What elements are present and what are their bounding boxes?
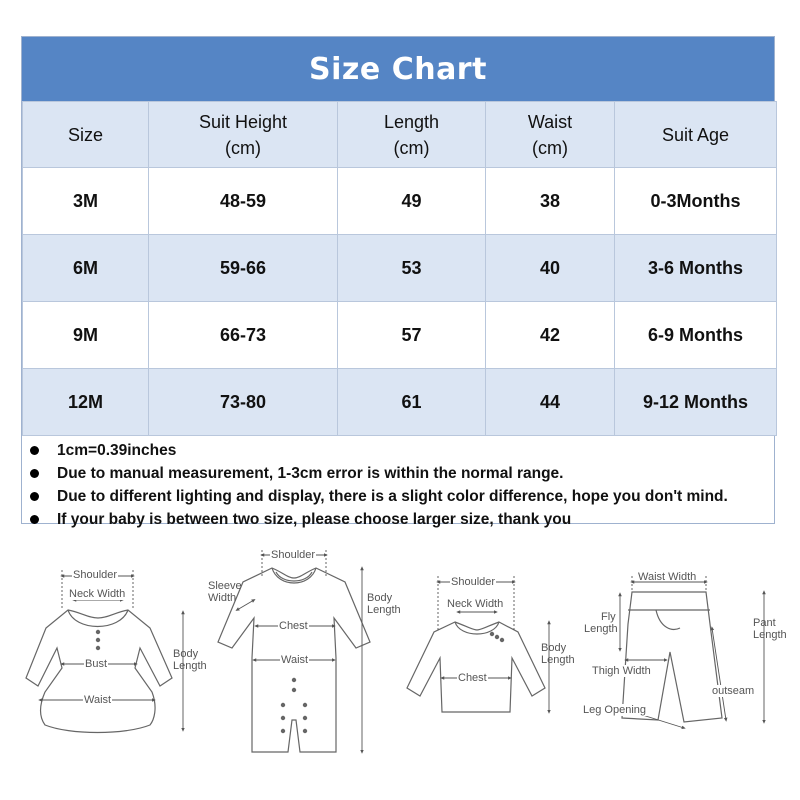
shirt-body-label: Body	[541, 642, 567, 654]
romper-shoulder-label: Shoulder	[271, 549, 316, 561]
dress-bust-label: Bust	[85, 658, 108, 670]
cell-size: 12M	[23, 369, 149, 436]
shirt-neck-label: Neck Width	[447, 598, 504, 610]
cell-size: 3M	[23, 168, 149, 235]
cell-length: 49	[338, 168, 486, 235]
cell-waist: 40	[486, 235, 615, 302]
col-header-waist: Waist (cm)	[486, 102, 615, 168]
cell-suit-height: 66-73	[149, 302, 338, 369]
chart-title: Size Chart	[22, 37, 774, 101]
size-chart	[21, 36, 775, 528]
cell-size: 6M	[23, 235, 149, 302]
cell-waist: 42	[486, 302, 615, 369]
shirt-chest-label: Chest	[458, 672, 487, 684]
dress-outline	[26, 610, 172, 733]
measurement-diagrams	[0, 540, 800, 790]
romper-sleeve-label: Sleeve	[208, 580, 242, 592]
pants-outline	[622, 592, 722, 722]
cell-suit-age: 0-3Months	[615, 168, 777, 235]
dress-shoulder-label: Shoulder	[73, 569, 118, 581]
dress-waist-label: Waist	[84, 694, 112, 706]
note-item: Due to manual measurement, 1-3cm error is within the normal range.	[30, 462, 774, 485]
table-row	[23, 235, 777, 302]
col-header-suit-height: Suit Height (cm)	[149, 102, 338, 168]
table-row	[23, 369, 777, 436]
note-item: 1cm=0.39inches	[30, 439, 774, 462]
dress-length-label: Length	[173, 660, 207, 672]
romper-sleeve-width-label: Width	[208, 592, 237, 604]
table-row	[23, 168, 777, 235]
notes-list	[22, 436, 774, 531]
cell-suit-age: 9-12 Months	[615, 369, 777, 436]
note-item: If your baby is between two size, please choose larger size, thank you	[30, 508, 774, 531]
shirt-shoulder-label: Shoulder	[451, 576, 496, 588]
pants-leg-opening-label: Leg Opening	[583, 704, 646, 716]
pants-pant-label: Pant	[753, 617, 776, 629]
bullet-icon	[30, 446, 39, 455]
dress-body-label: Body	[173, 648, 199, 660]
cell-size: 9M	[23, 302, 149, 369]
cell-suit-height: 59-66	[149, 235, 338, 302]
note-item: Due to different lighting and display, there is a slight color difference, hope you don't mind.	[30, 485, 774, 508]
cell-suit-height: 48-59	[149, 168, 338, 235]
cell-length: 57	[338, 302, 486, 369]
pants-fly-length-label: Length	[584, 623, 618, 635]
col-header-size: Size	[23, 102, 149, 168]
pants-waist-label: Waist Width	[638, 571, 697, 583]
romper-body-label: Body	[367, 592, 393, 604]
dress-neck-label: Neck Width	[69, 588, 126, 600]
col-header-length: Length (cm)	[338, 102, 486, 168]
cell-waist: 44	[486, 369, 615, 436]
romper-length-label: Length	[367, 604, 401, 616]
cell-length: 61	[338, 369, 486, 436]
table-row	[23, 302, 777, 369]
shirt-outline	[407, 622, 545, 712]
cell-suit-height: 73-80	[149, 369, 338, 436]
pants-pant-length-label: Length	[753, 629, 787, 641]
table-header-row	[23, 102, 777, 168]
bullet-icon	[30, 515, 39, 524]
col-header-suit-age: Suit Age	[615, 102, 777, 168]
cell-waist: 38	[486, 168, 615, 235]
size-table	[22, 101, 777, 436]
pants-fly-label: Fly	[601, 611, 616, 623]
bullet-icon	[30, 492, 39, 501]
cell-suit-age: 3-6 Months	[615, 235, 777, 302]
romper-waist-label: Waist	[281, 654, 309, 666]
shirt-length-label: Length	[541, 654, 575, 666]
pants-outseam-label: outseam	[712, 685, 755, 697]
cell-suit-age: 6-9 Months	[615, 302, 777, 369]
bullet-icon	[30, 469, 39, 478]
cell-length: 53	[338, 235, 486, 302]
romper-chest-label: Chest	[279, 620, 308, 632]
pants-thigh-label: Thigh Width	[592, 665, 651, 677]
